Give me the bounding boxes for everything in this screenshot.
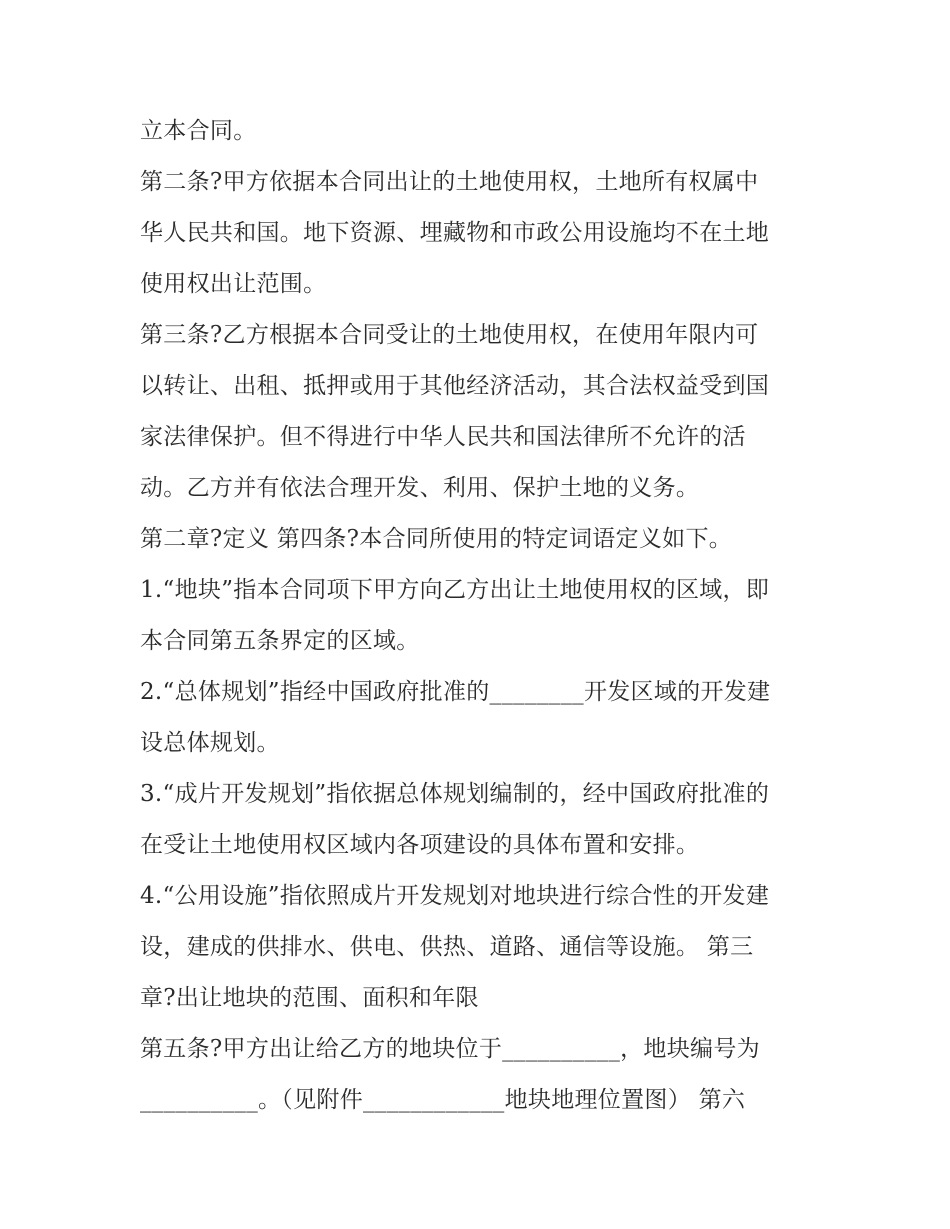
text-line: 4.“公用设施”指依照成片开发规划对地块进行综合性的开发建 [140,883,770,909]
text-line: 以转让、出租、抵押或用于其他经济活动，其合法权益受到国 [140,373,770,399]
text-line: 设，建成的供排水、供电、供热、道路、通信等设施。 第三 [140,934,754,960]
text-line: 设总体规划。 [140,730,280,756]
text-line: 本合同第五条界定的区域。 [140,628,420,654]
text-line: __________。（见附件____________地块地理位置图） 第六 [140,1087,746,1113]
text-line: 第二章?定义 第四条?本合同所使用的特定词语定义如下。 [140,526,733,552]
contract-text-body [140,106,815,1126]
text-line: 章?出让地块的范围、面积和年限 [140,985,479,1011]
text-line: 3.“成片开发规划”指依据总体规划编制的，经中国政府批准的 [140,781,770,807]
text-line: 在受让土地使用权区域内各项建设的具体布置和安排。 [140,832,700,858]
text-line: 第二条?甲方依据本合同出让的土地使用权，土地所有权属中 [140,169,759,195]
text-line: 华人民共和国。地下资源、埋藏物和市政公用设施均不在土地 [140,220,770,246]
text-line: 第三条?乙方根据本合同受让的土地使用权，在使用年限内可 [140,322,759,348]
text-line: 2.“总体规划”指经中国政府批准的________开发区域的开发建 [140,679,771,705]
text-line: 1.“地块”指本合同项下甲方向乙方出让土地使用权的区域，即 [140,577,770,603]
text-line: 家法律保护。但不得进行中华人民共和国法律所不允许的活 [140,424,746,450]
text-line: 动。乙方并有依法合理开发、利用、保护土地的义务。 [140,475,700,501]
text-line: 第五条?甲方出让给乙方的地块位于__________，地块编号为 [140,1036,760,1062]
text-line: 立本合同。 [140,118,257,144]
text-line: 使用权出让范围。 [140,271,327,297]
